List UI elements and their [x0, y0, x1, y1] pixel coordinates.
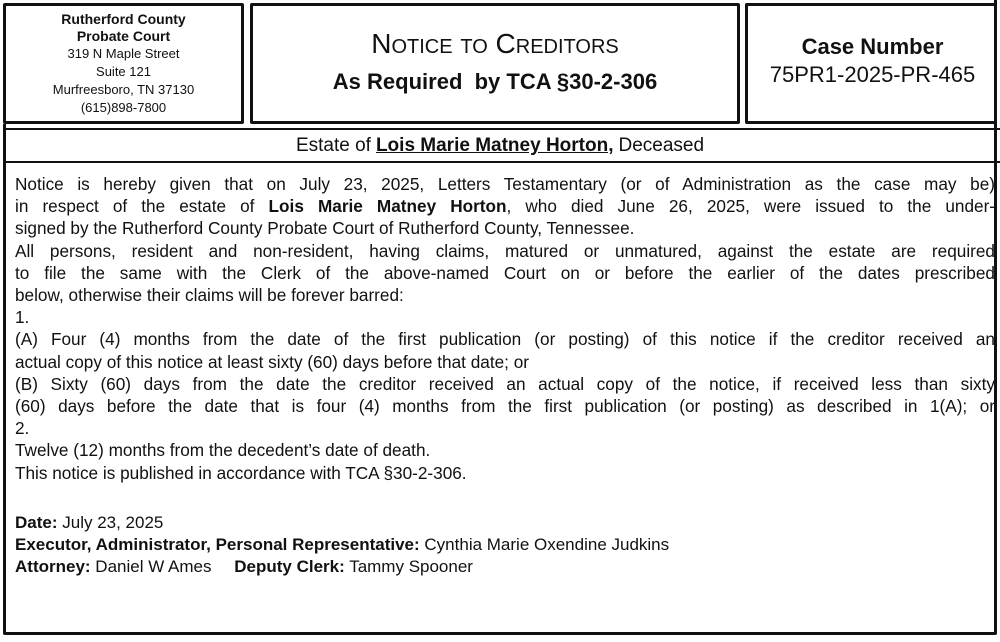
notice-body	[3, 163, 997, 635]
court-phone: (615)898-7800	[80, 99, 167, 115]
body-line: Notice is hereby given that on July 23, 2025, Letters Testamentary (or of Administration as the case may be)	[15, 174, 995, 194]
item-1b-line: (60) days before the date that is four (4) months from the first publication (or posting) as described in 1(A); or	[15, 396, 995, 417]
attorney-label: Attorney:	[15, 556, 91, 576]
attorney-value: Daniel W Ames	[95, 556, 212, 576]
estate-line	[3, 131, 997, 161]
court-name-line2: Probate Court	[76, 27, 171, 44]
case-number-box	[745, 3, 997, 124]
item-1a-line: actual copy of this notice at least sixty (60) days before that date; or	[15, 351, 529, 372]
published-statement: This notice is published in accordance with TCA §30-2-306.	[15, 462, 467, 483]
notice-title-box	[250, 3, 740, 124]
notice-paragraph	[15, 173, 995, 484]
body-text: in respect of the estate of	[15, 196, 255, 217]
body-line: All persons, resident and non-resident, having claims, matured or unmatured, against the estate are required	[15, 240, 995, 261]
body-line: below, otherwise their claims will be forever barred:	[15, 285, 404, 306]
deputy-clerk-label: Deputy Clerk:	[234, 556, 345, 576]
item-1a-line: (A) Four (4) months from the date of the first publication (or posting) of this notice if the creditor received an	[15, 329, 995, 350]
estate-decedent-name: Lois Marie Matney Horton,	[375, 135, 614, 156]
court-name-line1: Rutherford County	[61, 10, 186, 27]
attorney-clerk-line	[15, 556, 994, 578]
item-number-1: 1.	[15, 307, 30, 328]
executor-label: Executor, Administrator, Personal Representative:	[15, 534, 420, 554]
item-2-text: Twelve (12) months from the decedent’s date of death.	[15, 440, 431, 461]
body-text: , who died June 26, 2025, were issued to the under-	[506, 196, 996, 217]
court-info-box	[3, 3, 244, 124]
body-line	[15, 195, 995, 217]
date-label: Date:	[15, 512, 58, 532]
estate-suffix: Deceased	[618, 135, 705, 156]
divider-top	[3, 128, 1000, 130]
case-number-value: 75PR1-2025-PR-465	[769, 61, 976, 87]
date-value: July 23, 2025	[62, 512, 164, 532]
body-line: to file the same with the Clerk of the above-named Court on or before the earlier of the dates prescribed	[15, 262, 995, 283]
notice-subtitle: As Required by TCA §30-2-306	[332, 68, 658, 94]
court-city: Murfreesboro, TN 37130	[52, 81, 195, 97]
item-1b-line: (B) Sixty (60) days from the date the creditor received an actual copy of the notice, if received less than sixty	[15, 373, 995, 394]
spacer	[15, 484, 994, 506]
decedent-name: Lois Marie Matney Horton	[268, 196, 507, 217]
executor-line	[15, 534, 994, 556]
date-line	[15, 512, 994, 534]
body-line: signed by the Rutherford County Probate Court of Rutherford County, Tennessee.	[15, 218, 635, 239]
item-number-2: 2.	[15, 418, 30, 439]
estate-prefix: Estate of	[295, 135, 371, 156]
court-address-line1: 319 N Maple Street	[67, 45, 180, 61]
case-number-label: Case Number	[801, 33, 944, 59]
executor-value: Cynthia Marie Oxendine Judkins	[424, 534, 670, 554]
court-address-line2: Suite 121	[96, 63, 151, 79]
deputy-clerk-value: Tammy Spooner	[349, 556, 473, 576]
notice-title: Notice to Creditors	[371, 27, 619, 59]
